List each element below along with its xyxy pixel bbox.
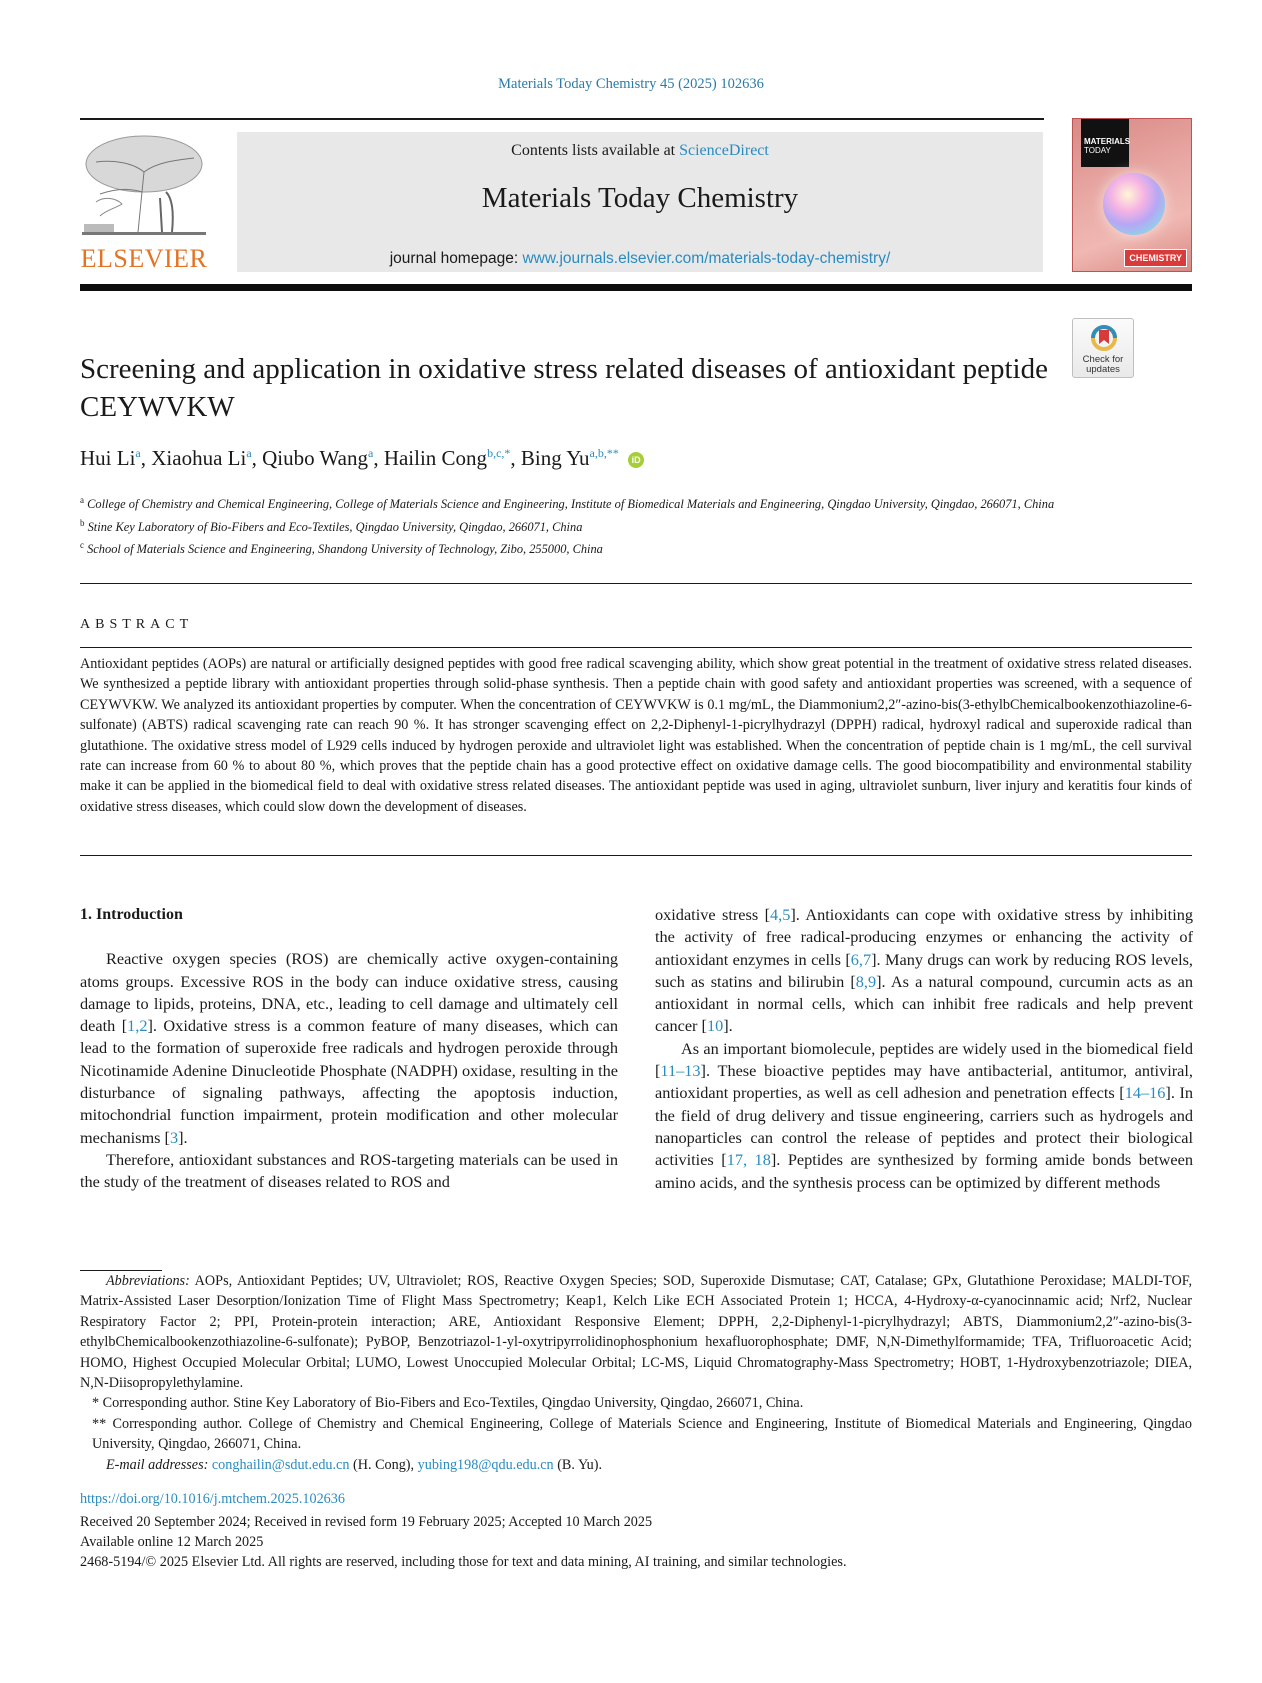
journal-masthead [237,132,1043,272]
body-column-right [655,904,1193,1194]
citation-link[interactable]: 1,2 [127,1016,148,1036]
cover-brand [1081,119,1129,167]
doi-link[interactable]: https://doi.org/10.1016/j.mtchem.2025.102636 [80,1491,345,1507]
author-name[interactable]: Hui Li [80,446,136,470]
citation-link[interactable]: 4,5 [770,905,791,924]
bookmark-ring-icon [1090,324,1118,352]
email-footnote [80,1455,1192,1475]
check-updates-label [1073,355,1133,375]
affiliation-text: Stine Key Laboratory of Bio-Fibers and Eco-Textiles, Qingdao University, Qingdao, 266071, China [87,519,583,534]
received-dates: Received 20 September 2024; Received in revised form 19 February 2025; Accepted 10 March 2025 [80,1514,653,1530]
author-affiliation-mark[interactable]: a,b,** [589,446,619,460]
paragraph: Therefore, antioxidant substances and ROS-targeting materials can be used in the study of the treatment of diseases related to ROS and [80,1149,618,1192]
citation-link[interactable]: 8,9 [855,971,877,991]
check-for-updates-button[interactable] [1072,318,1134,378]
author-name[interactable]: Bing Yu [520,446,590,470]
citation-link[interactable]: 3 [169,1127,179,1147]
abstract-heading: ABSTRACT [80,617,194,632]
affiliation-item [80,514,1120,537]
email-label: E-mail addresses: [106,1456,209,1473]
author-affiliation-mark[interactable]: a [367,446,374,460]
paragraph-text: Reactive oxygen species (ROS) are chemically active oxygen-containing atoms groups. Excessive ROS in the body can induce oxidative stress, causing damage to lipids, proteins, DNA, etc., leading to cell damage and ultimately cell death [ [80,949,618,1036]
article-title: Screening and application in oxidative stress related diseases of antioxidant peptide CEYWVKW [80,353,1048,423]
author-affiliation-mark[interactable]: a [246,446,252,460]
paragraph-text: oxidative stress [ [655,905,771,924]
cover-brand-line1: MATERIALS [1084,137,1131,146]
paragraph-text: As an important biomolecule, peptides are widely used in the biomedical field [ [655,1038,1193,1081]
section-rule [80,855,1192,856]
check-updates-line2: updates [1086,364,1120,375]
cover-brand-line2: TODAY [1084,146,1111,155]
cover-orb-icon [1103,173,1165,235]
journal-homepage-link[interactable]: www.journals.elsevier.com/materials-today-chemistry/ [522,250,891,267]
email-link-cong[interactable]: conghailin@sdut.edu.cn [211,1456,350,1473]
email-link-yu[interactable]: yubing198@qdu.edu.cn [417,1456,554,1473]
paragraph-text: ]. Oxidative stress is a common feature of many diseases, which can lead to the formation of superoxide free radicals and hydrogen peroxide through Nicotinamide Adenine Dinucleotide Phosphate (NADPH) oxidase, resulting in the disturbance of signaling pathways, affecting the apoptosis induction, mitochondrial function impairment, protein modification and other molecular mechanisms [ [80,1016,619,1147]
paragraph [655,1038,1193,1194]
journal-title: Materials Today Chemistry [481,182,799,214]
paragraph-text: ]. Antioxidants can cope with oxidative stress by inhibiting the activity of free radical-producing enzymes or enhancing the activity of antioxidant enzymes in cells [ [655,905,1194,969]
contents-prefix: Contents lists available at [511,142,680,159]
elsevier-tree-icon [82,132,206,240]
abbreviations-text: AOPs, Antioxidant Peptides; UV, Ultraviolet; ROS, Reactive Oxygen Species; SOD, Superoxide Dismutase; CAT, Catalase; GPx, Glutathione Peroxidase; MALDI-TOF, Matrix-Assisted Laser Desorption/Ionization Time of Flight Mass Spectrometry; Keap1, Kelch Like ECH Associated Protein 1; HCCA, 4-Hydroxy-α-cyanocinnamic acid; Nrf2, Nuclear Respiratory Factor 2; PPI, Protein-protein interaction; ARE, Antioxidant Responsive Element; DPPH, 2,2-Diphenyl-1-picrylhydrazyl; ABTS, Diammonium2,2″-azino-bis(3-ethylbChemicalbookenzothiazoline-6-sulfonate); PyBOP, Benzotriazol-1-yl-oxytripyrrolidinophosphonium hexafluorophosphate; DMF, N,N-Dimethylformamide; TFA, Trifluoroacetic Acid; HOMO, Highest Occupied Molecular Orbital; LUMO, Lowest Unoccupied Molecular Orbital; LC-MS, Liquid Chromatography-Mass Spectrometry; HOBT, 1-Hydroxybenzotriazole; DIEA, N,N-Diisopropylethylamine. [80,1273,1192,1392]
author-name[interactable]: Hailin Cong [383,446,488,470]
available-online: Available online 12 March 2025 [80,1534,264,1550]
author-name[interactable]: Xiaohua Li [151,446,247,470]
citation-link[interactable]: 6,7 [850,949,872,969]
citation-link[interactable]: 14–16 [1124,1083,1166,1103]
corresponding-author-1: * Corresponding author. Stine Key Laboratory of Bio-Fibers and Eco-Textiles, Qingdao University, Qingdao, 266071, China. [92,1395,804,1412]
homepage-line [237,250,1043,268]
paragraph-text: ]. As a natural compound, curcumin acts as an antioxidant in normal cells, which can inhibit free radicals and help prevent cancer [ [655,971,1193,1036]
author-affiliation-mark[interactable]: a [135,446,141,460]
journal-cover-image[interactable] [1072,118,1192,272]
footnotes [80,1271,1192,1475]
abstract-text: Antioxidant peptides (AOPs) are natural or artificially designed peptides with good free radical scavenging ability, which show great potential in the treatment of oxidative stress related diseases. We synthesized a peptide library with antioxidant properties through solid-phase synthesis. Then a peptide chain with good safety and antioxidant properties was screened, with a sequence of CEYWVKW. We analyzed its antioxidant properties by computer. When the concentration of CEYWVKW is 0.1 mg/mL, the Diammonium2,2″-azino-bis(3-ethylbChemicalbookenzothiazoline-6-sulfonate) (ABTS) radical scavenging rate can reach 90 %. It has stronger scavenging effect on 2,2-Diphenyl-1-picrylhydrazyl (DPPH) radical, hydroxyl radical and superoxide radical than glutathione. The oxidative stress model of L929 cells induced by hydrogen peroxide and ultraviolet light was established. When the concentration of peptide chain is 1 mg/mL, the cell survival rate can increase from 60 % to about 80 %, which proves that the peptide chain has a good protective effect on oxidative damage cells. The good biocompatibility and environmental stability make it can be applied in the biomedical field to deal with oxidative stress related diseases. The antioxidant peptide was used in aging, ultraviolet sunburn, liver injury and keratitis four kinds of oxidative stress diseases, which could slow down the development of diseases. [80,656,1192,815]
cover-tag: CHEMISTRY [1124,249,1187,267]
author-list: Hui Li$^a$, Xiaohua Li$^a$, Qiubo Wang$^a$, Hailin Cong$^{b,c,*}$, Bing $Yu^{a,b,**}$ iD [80,446,644,471]
elsevier-wordmark: ELSEVIER [80,244,208,273]
elsevier-logo[interactable] [80,132,208,277]
paragraph-text: ]. Many drugs can work by reducing ROS levels, such as statins and bilirubin [ [655,949,1193,991]
affiliation-item [80,491,1120,514]
abbreviations-footnote [80,1271,1192,1393]
corresponding-author-2: ** Corresponding author. College of Chemistry and Chemical Engineering, College of Materials Science and Engineering, Institute of Biomedical Materials and Engineering, Qingdao University, Qingdao, 266071, China. [92,1415,1192,1453]
citation-link[interactable]: 17, 18 [726,1150,771,1170]
abbreviations-label: Abbreviations: [106,1273,190,1289]
email-owner: (B. Yu). [553,1456,602,1473]
paragraph-text: ]. Peptides are synthesized by forming amide bonds between amino acids, and the synthesis process can be optimized by different methods [655,1150,1194,1192]
paragraph [80,948,618,1149]
affiliations [80,491,1120,559]
affiliation-text: School of Materials Science and Engineering, Shandong University of Technology, Zibo, 255000, China [87,542,603,557]
journal-reference[interactable]: Materials Today Chemistry 45 (2025) 102636 [498,76,764,92]
paragraph-text: ]. [178,1127,188,1147]
homepage-prefix: journal homepage: [389,250,523,267]
copyright-line: 2468-5194/© 2025 Elsevier Ltd. All rights are reserved, including those for text and data mining, AI training, and similar technologies. [80,1554,847,1570]
affiliation-mark: b [80,517,85,528]
contents-line [237,142,1043,160]
author-affiliation-mark[interactable]: b,c,* [487,446,511,460]
section-rule [80,647,1192,648]
body-column-left [80,904,618,1194]
paragraph-text: ]. In the field of drug delivery and tissue engineering, carriers such as hydrogels and nanoparticles can control the release of peptides and protect their biological activities [ [655,1083,1194,1170]
header-rule [80,118,1044,120]
paragraph [655,904,1193,1038]
sciencedirect-link[interactable]: ScienceDirect [679,142,769,159]
paragraph-text: ]. These bioactive peptides may have antibacterial, antitumor, antiviral, antioxidant properties, as well as cell adhesion and penetration effects [ [655,1061,1193,1103]
check-updates-line1: Check for [1082,354,1124,365]
publication-info [80,1512,847,1572]
author-name[interactable]: Qiubo Wang [262,446,368,470]
paragraph-text: ]. [723,1016,733,1036]
affiliation-item [80,536,1120,559]
affiliation-mark: a [80,495,84,505]
masthead-rule [80,284,1192,291]
email-owner: (H. Cong), [349,1456,418,1473]
citation-link[interactable]: 11–13 [660,1061,701,1081]
section-rule [80,583,1192,584]
section-heading-introduction: 1. Introduction [80,906,183,923]
citation-link[interactable]: 10 [706,1016,724,1036]
orcid-icon[interactable]: iD [628,452,644,468]
affiliation-text: College of Chemistry and Chemical Engineering, College of Materials Science and Engineering, Institute of Biomedical Materials and Engineering, Qingdao University, Qingdao, 266071, China [87,497,1055,512]
affiliation-mark: c [80,540,84,551]
